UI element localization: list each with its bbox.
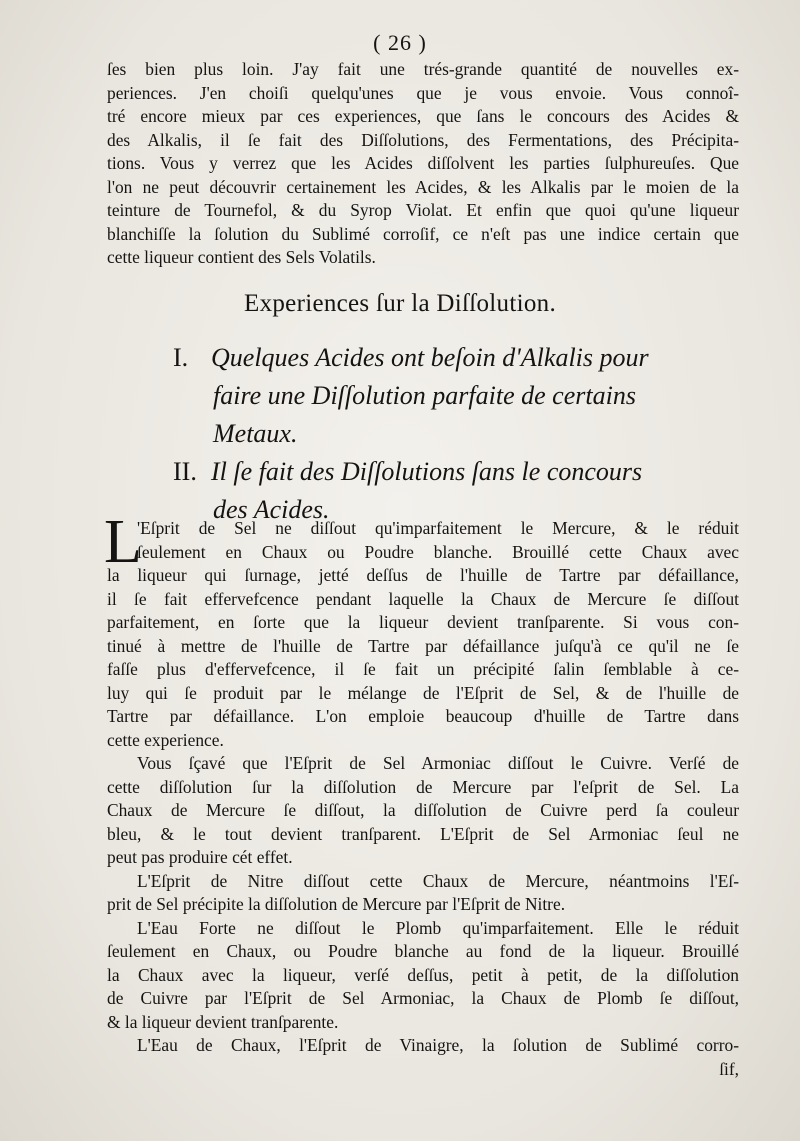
text-line: ſeulement en Chaux, ou Poudre blanche au fond de la liqueur. Brouillé <box>107 941 739 961</box>
text-line: la Chaux avec la liqueur, verſé deſſus, petit à petit, de la diſſolution <box>107 964 739 985</box>
proposition-text: Il ſe fait des Diſſolutions ſans le concours <box>211 457 643 486</box>
text-line: periences. J'en choiſi quelqu'unes que je vous envoie. Vous connoî- <box>107 82 739 103</box>
proposition-line: Metaux. <box>213 419 298 448</box>
text-line: tions. Vous y verrez que les Acides diſſolvent les parties ſulphureuſes. Que <box>107 153 739 173</box>
text-line: tinué à mettre de l'huille de Tartre par défaillance juſqu'à ce qu'il ne ſe <box>107 635 739 656</box>
proposition-number: II. <box>173 457 197 486</box>
proposition-line <box>173 339 733 377</box>
proposition-line <box>173 453 733 491</box>
drop-cap: L <box>104 508 142 576</box>
proposition-line: faire une Diſſolution parfaite de certains <box>213 381 636 410</box>
text-line: Vous ſçavé que l'Eſprit de Sel Armoniac diſſout le Cuivre. Verſé de <box>137 753 739 773</box>
text-line: ſeulement en Chaux ou Poudre blanche. Brouillé cette Chaux avec <box>137 541 739 562</box>
text-line: 'Eſprit de Sel ne diſſout qu'imparfaitement le Mercure, & le réduit <box>137 518 739 538</box>
intro-paragraph <box>107 58 739 270</box>
text-line: teinture de Tournefol, & du Syrop Violat. Et enfin que quoi qu'une liqueur <box>107 200 739 220</box>
proposition-line: des Acides. <box>213 495 330 524</box>
text-line: tré encore mieux par ces experiences, que ſans le concours des Acides & <box>107 106 739 126</box>
text-line: Tartre par défaillance. L'on emploie beaucoup d'huille de Tartre dans <box>107 706 739 726</box>
text-line: prit de Sel précipite la diſſolution de Mercure par l'Eſprit de Nitre. <box>107 894 566 914</box>
text-line: de Cuivre par l'Eſprit de Sel Armoniac, la Chaux de Plomb ſe diſſout, <box>107 988 739 1008</box>
text-line: parfaitement, en ſorte que la liqueur devient tranſparente. Si vous con- <box>107 612 739 632</box>
text-line: L'Eau de Chaux, l'Eſprit de Vinaigre, la ſolution de Sublimé corro- <box>137 1035 739 1055</box>
text-line: & la liqueur devient tranſparente. <box>107 1011 339 1032</box>
text-line: bleu, & le tout devient tranſparent. L'Eſprit de Sel Armoniac ſeul ne <box>107 823 739 844</box>
text-line: l'on ne peut découvrir certainement les Acides, & les Alkalis par le moien de la <box>107 176 739 197</box>
text-line: la liqueur qui ſurnage, jetté deſſus de l'huille de Tartre par défaillance, <box>107 565 739 585</box>
text-line: blanchiſſe la ſolution du Sublimé corroſif, ce n'eſt pas une indice certain que <box>107 223 739 244</box>
text-line: il ſe fait effervefcence pendant laquelle la Chaux de Mercure ſe diſſout <box>107 588 739 609</box>
propositions-list <box>173 339 733 529</box>
text-line: peut pas produire cét effet. <box>107 847 293 867</box>
text-line: cette liqueur contient des Sels Volatils. <box>107 247 376 267</box>
proposition-number: I. <box>173 343 189 372</box>
text-line: ſes bien plus loin. J'ay fait une trés-grande quantité de nouvelles ex- <box>107 59 739 79</box>
text-line: cette diſſolution ſur la diſſolution de Mercure par l'eſprit de Sel. La <box>107 776 739 797</box>
text-line: luy qui ſe produit par le mélange de l'Eſprit de Sel, & de l'huille de <box>107 682 739 703</box>
proposition-text: Quelques Acides ont beſoin d'Alkalis pour <box>211 343 649 372</box>
text-line: cette experience. <box>107 729 224 750</box>
page-number: ( 26 ) <box>373 30 427 55</box>
text-line: L'Eſprit de Nitre diſſout cette Chaux de Mercure, néantmoins l'Eſ- <box>137 870 739 891</box>
text-line: faſſe plus d'effervefcence, il ſe fait un précipité ſalin ſemblable à ce- <box>107 659 739 679</box>
text-line: des Alkalis, il ſe fait des Diſſolutions, des Fermentations, des Précipita- <box>107 129 739 150</box>
text-line: Chaux de Mercure ſe diſſout, la diſſolution de Cuivre perd ſa couleur <box>107 800 739 820</box>
body-text <box>107 517 739 1081</box>
section-heading: Experiences ſur la Diſſolution. <box>244 290 556 317</box>
text-line: ſif, <box>719 1058 739 1079</box>
text-line: L'Eau Forte ne diſſout le Plomb qu'imparfaitement. Elle le réduit <box>137 917 739 938</box>
